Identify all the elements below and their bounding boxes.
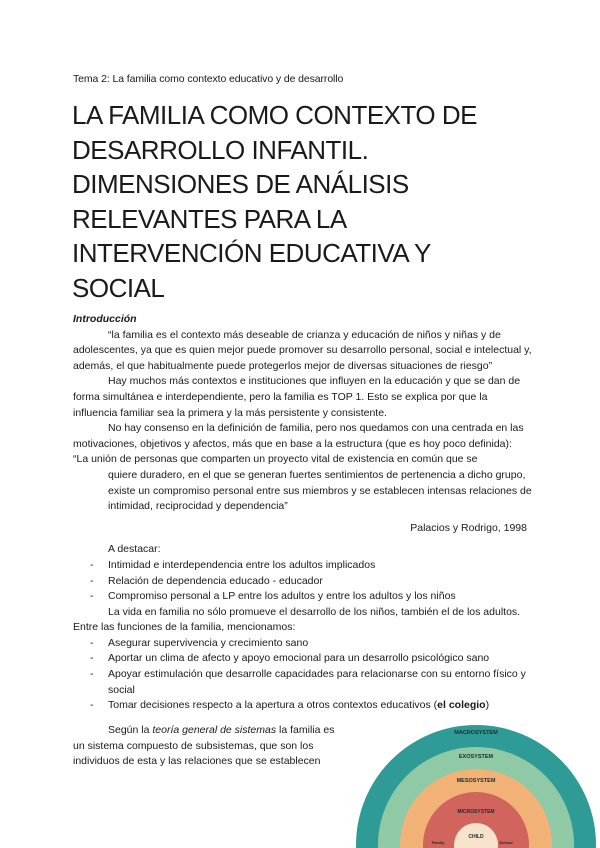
list-item: - Compromiso personal a LP entre los adultos y entre los adultos y los niños [73,589,533,605]
list-item [73,698,533,714]
citation: Palacios y Rodrigo, 1998 [410,521,527,534]
list-item-text: ) [485,699,490,712]
label-macrosystem: MACROSYSTEM [454,730,498,736]
systems-italic: teoría general de sistemas [152,724,277,736]
document-title [72,98,552,305]
list-item: - Aportar un clima de afecto y apoyo emocional para un desarrollo psicológico sano [73,651,533,667]
ecological-systems-diagram [356,717,596,848]
title-line: LA FAMILIA COMO CONTEXTO DE [72,100,478,130]
section-label-introduccion: Introducción [73,313,137,325]
label-school: School [499,840,513,845]
diagram-svg [356,717,596,848]
label-family: Family [431,840,445,845]
label-microsystem: MICROSYSTEM [457,809,495,815]
page-header: Tema 2: La familia como contexto educativo y de desarrollo [73,73,344,85]
body-paragraph: La vida en familia no sólo promueve el desarrollo de los niños, también el de los adultos. Entre las funciones de la familia, mencionamos: [73,605,521,634]
systems-text: la familia es un sistema compuesto de subsistemas, que son los individuos de esta y las relaciones que se establecen [73,724,335,768]
list-item-text: Tomar decisiones respecto a la apertura a otros contextos educativos ( [108,699,438,712]
title-line: RELEVANTES PARA LA [72,203,347,234]
body-paragraph: No hay consenso en la definición de familia, pero nos quedamos con una centrada en las motivaciones, objetivos y afectos, más que en base a la estructura (que es hoy poco definida): [73,422,524,450]
label-mesosystem: MESOSYSTEM [456,778,496,784]
systems-paragraph [73,723,348,770]
list-item: - Relación de dependencia educado - educador [73,574,533,590]
title-line: INTERVENCIÓN EDUCATIVA Y [72,238,431,268]
document-body [73,312,533,714]
title-line: DIMENSIONES DE ANÁLISIS [72,169,409,199]
body-paragraph: Hay muchos más contextos e instituciones que influyen en la educación y que se dan de forma simultánea e interdependiente, pero la familia es TOP 1. Esto se explica por que la influencia familiar sea la primera y la más persistente y consistente. [73,375,521,419]
list-item-bold: el colegio [437,699,486,712]
title-line: SOCIAL [72,272,165,303]
title-line: DESARROLLO INFANTIL. [72,134,369,165]
list-item: - Asegurar supervivencia y crecimiento sano [73,636,533,652]
destacar-list [73,558,533,605]
destacar-label: A destacar: [108,543,161,556]
list-item: - Apoyar estimulación que desarrolle capacidades para relacionarse con su entorno físico y social [73,667,533,698]
systems-paragraph-block [73,723,348,770]
label-child: CHILD [468,834,484,840]
quote-paragraph: “la familia es el contexto más deseable de crianza y educación de niños y niñas y de adolescentes, ya que es quien mejor puede promover su desarrollo personal, social e intelectual y, además, el que habitualmente puede protegerlos mejor de diversas situaciones de riesgo” [73,328,532,372]
systems-text: Según la [108,724,153,736]
definition-quote-first-line: “La unión de personas que comparten un proyecto vital de existencia en común que se [73,453,478,466]
definition-quote: quiere duradero, en el que se generan fuertes sentimientos de pertenencia a dicho grupo, existe un compromiso personal entre sus miembros y se establecen intensas relaciones de intimidad, reciprocidad y dependencia” [108,468,532,513]
funciones-list [73,636,533,714]
list-item: - Intimidad e interdependencia entre los adultos implicados [73,558,533,574]
label-exosystem: EXOSYSTEM [458,754,494,760]
